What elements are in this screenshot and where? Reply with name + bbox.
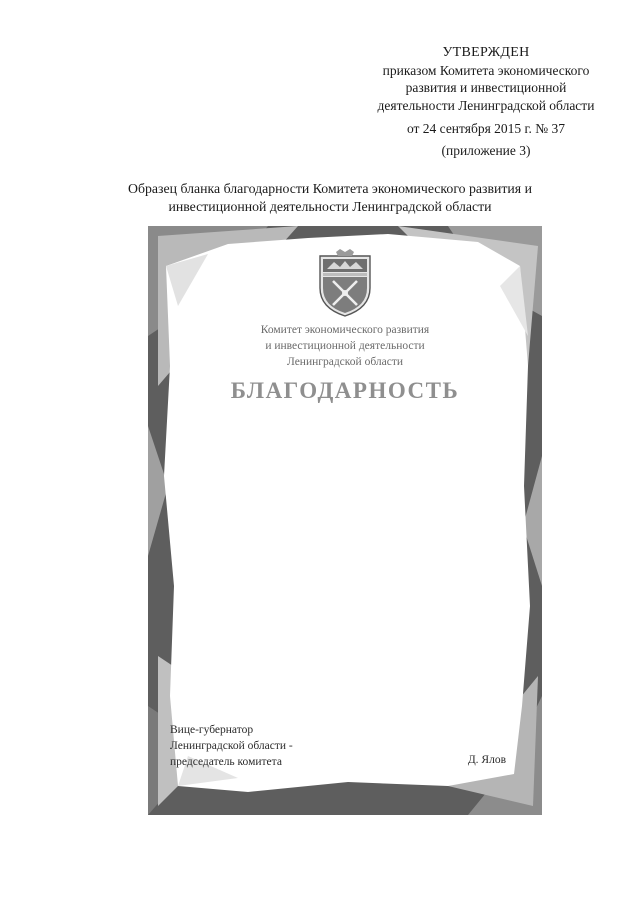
caption-line: инвестиционной деятельности Ленинградской области — [168, 199, 492, 214]
approval-line: приказом Комитета экономического — [382, 62, 590, 78]
signer-title — [170, 722, 293, 770]
gratitude-blank — [148, 226, 542, 815]
approval-appendix: (приложение 3) — [441, 142, 531, 158]
approval-line: деятельности Ленинградской области — [377, 97, 595, 113]
org-name — [208, 322, 482, 370]
signer-title-line: Вице-губернатор — [170, 724, 254, 736]
approval-date: от 24 сентября 2015 г. № 37 — [406, 121, 566, 136]
org-name-line: и инвестиционной деятельности — [265, 340, 425, 352]
signer-title-line: председатель комитета — [170, 756, 282, 768]
sample-caption — [70, 180, 590, 216]
signer-title-line: Ленинградской области - — [170, 740, 293, 752]
signer-name: Д. Ялов — [467, 754, 506, 766]
approval-title: УТВЕРЖДЕН — [442, 45, 530, 60]
approval-line: развития и инвестиционной — [405, 80, 567, 95]
document-title: БЛАГОДАРНОСТЬ — [230, 378, 460, 403]
caption-line: Образец бланка благодарности Комитета экономического развития и — [128, 181, 532, 196]
org-name-line: Комитет экономического развития — [260, 324, 430, 336]
approval-stamp — [356, 44, 616, 159]
org-name-line: Ленинградской области — [286, 356, 404, 368]
coat-of-arms-icon — [316, 248, 374, 318]
